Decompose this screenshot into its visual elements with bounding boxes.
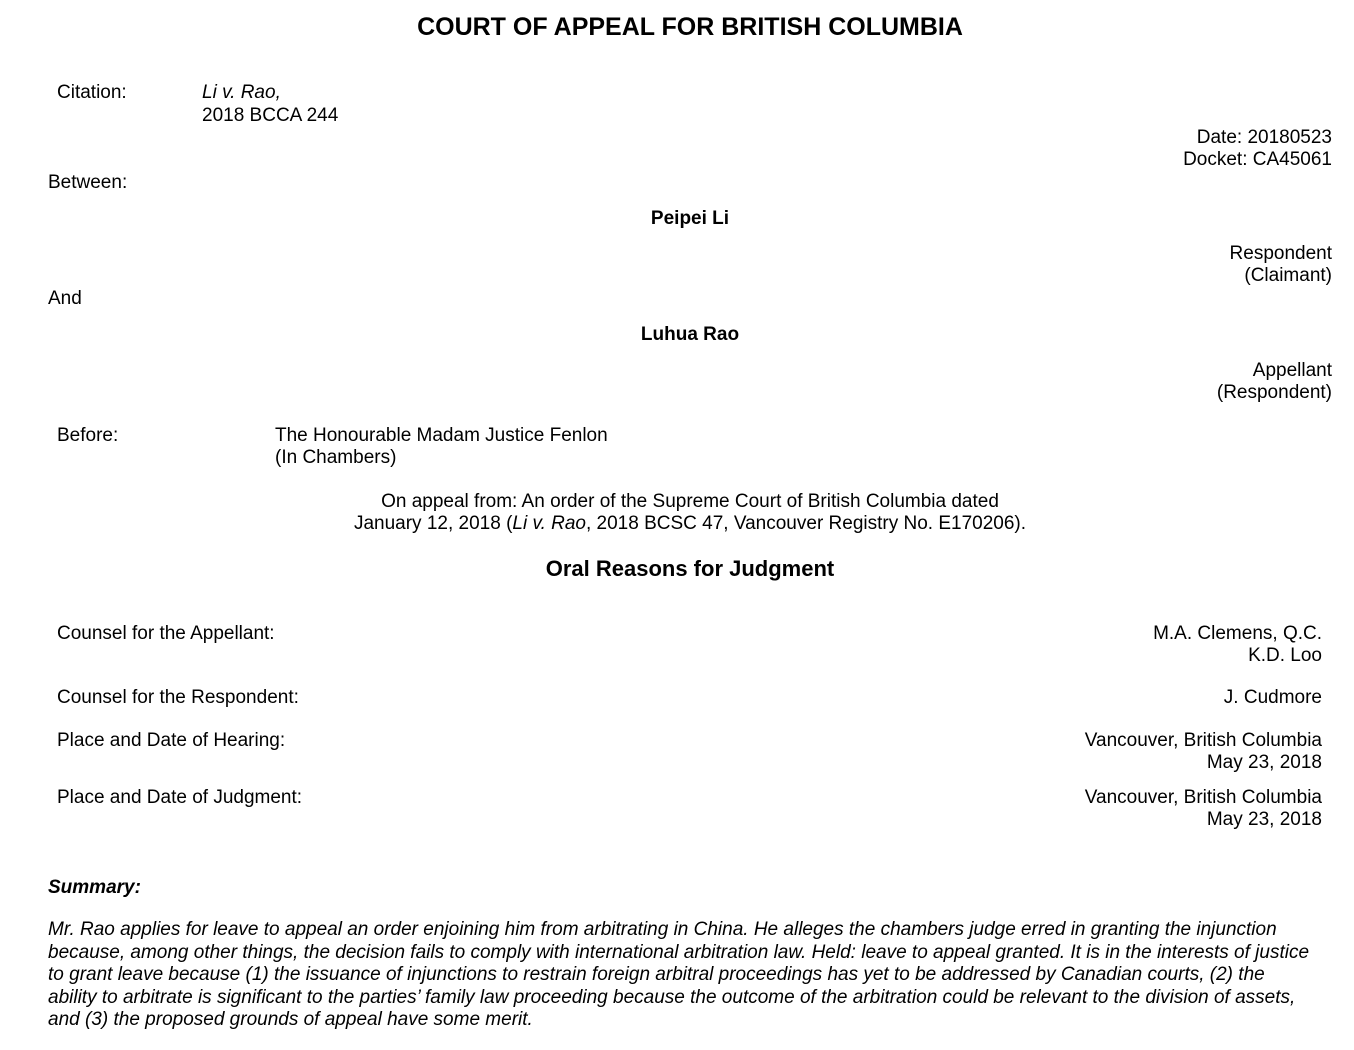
counsel-appellant-label: Counsel for the Appellant: (57, 623, 275, 644)
hearing-label: Place and Date of Hearing: (57, 730, 286, 751)
court-title: COURT OF APPEAL FOR BRITISH COLUMBIA (417, 13, 963, 41)
counsel-appellant-value-2: K.D. Loo (1248, 645, 1322, 666)
appeal-from-pre: January 12, 2018 ( (353, 513, 513, 534)
summary-text: Mr. Rao applies for leave to appeal an order enjoining him from arbitrating in China. He alleges the chambers judge erred in granting the injunction because, among other things, the decision fails to comply with international arbitration law. Held: leave to appeal granted. It is in the interests of justice to grant leave because (1) the issuance of injunctions to restrain foreign arbitral proceedings has yet to be addressed by Canadian courts, (2) the ability to arbitrate is significant to the parties’ family law proceeding because the outcome of the arbitration could be relevant to the division of assets, and (3) the proposed grounds of appeal have some merit. (48, 919, 1310, 1030)
and-label: And (48, 288, 82, 309)
between-label: Between: (48, 172, 128, 193)
party1-role-below: (Claimant) (1244, 265, 1332, 286)
appeal-from-post: , 2018 BCSC 47, Vancouver Registry No. E170206). (585, 513, 1027, 534)
citation-neutral: 2018 BCCA 244 (202, 105, 339, 126)
counsel-appellant-value-1: M.A. Clemens, Q.C. (1153, 623, 1322, 644)
citation-label: Citation: (57, 82, 127, 103)
judgment-date-value: May 23, 2018 (1206, 809, 1322, 830)
appeal-from-case: Li v. Rao (512, 513, 586, 534)
docket-number: Docket: CA45061 (1183, 149, 1332, 170)
judgment-date: Date: 20180523 (1196, 127, 1332, 148)
party2-role: Appellant (1252, 360, 1332, 381)
appeal-from-line2 (0, 513, 1354, 535)
summary-label: Summary: (48, 877, 141, 898)
party2-role-below: (Respondent) (1216, 382, 1332, 403)
party2-name: Luhua Rao (640, 324, 740, 345)
party1-name: Peipei Li (650, 208, 730, 229)
hearing-place: Vancouver, British Columbia (1084, 730, 1322, 751)
judge-name: The Honourable Madam Justice Fenlon (275, 425, 608, 446)
judgment-heading: Oral Reasons for Judgment (545, 556, 835, 581)
judgment-place-label: Place and Date of Judgment: (57, 787, 303, 808)
hearing-date: May 23, 2018 (1206, 752, 1322, 773)
before-label: Before: (57, 425, 119, 446)
counsel-respondent-label: Counsel for the Respondent: (57, 687, 299, 708)
judge-note: (In Chambers) (275, 447, 397, 468)
citation-case-name: Li v. Rao, (202, 82, 281, 103)
party1-role: Respondent (1229, 243, 1332, 264)
judgment-place: Vancouver, British Columbia (1084, 787, 1322, 808)
counsel-respondent-value: J. Cudmore (1223, 687, 1322, 708)
appeal-from-line1: On appeal from: An order of the Supreme Court of British Columbia dated (381, 491, 999, 512)
